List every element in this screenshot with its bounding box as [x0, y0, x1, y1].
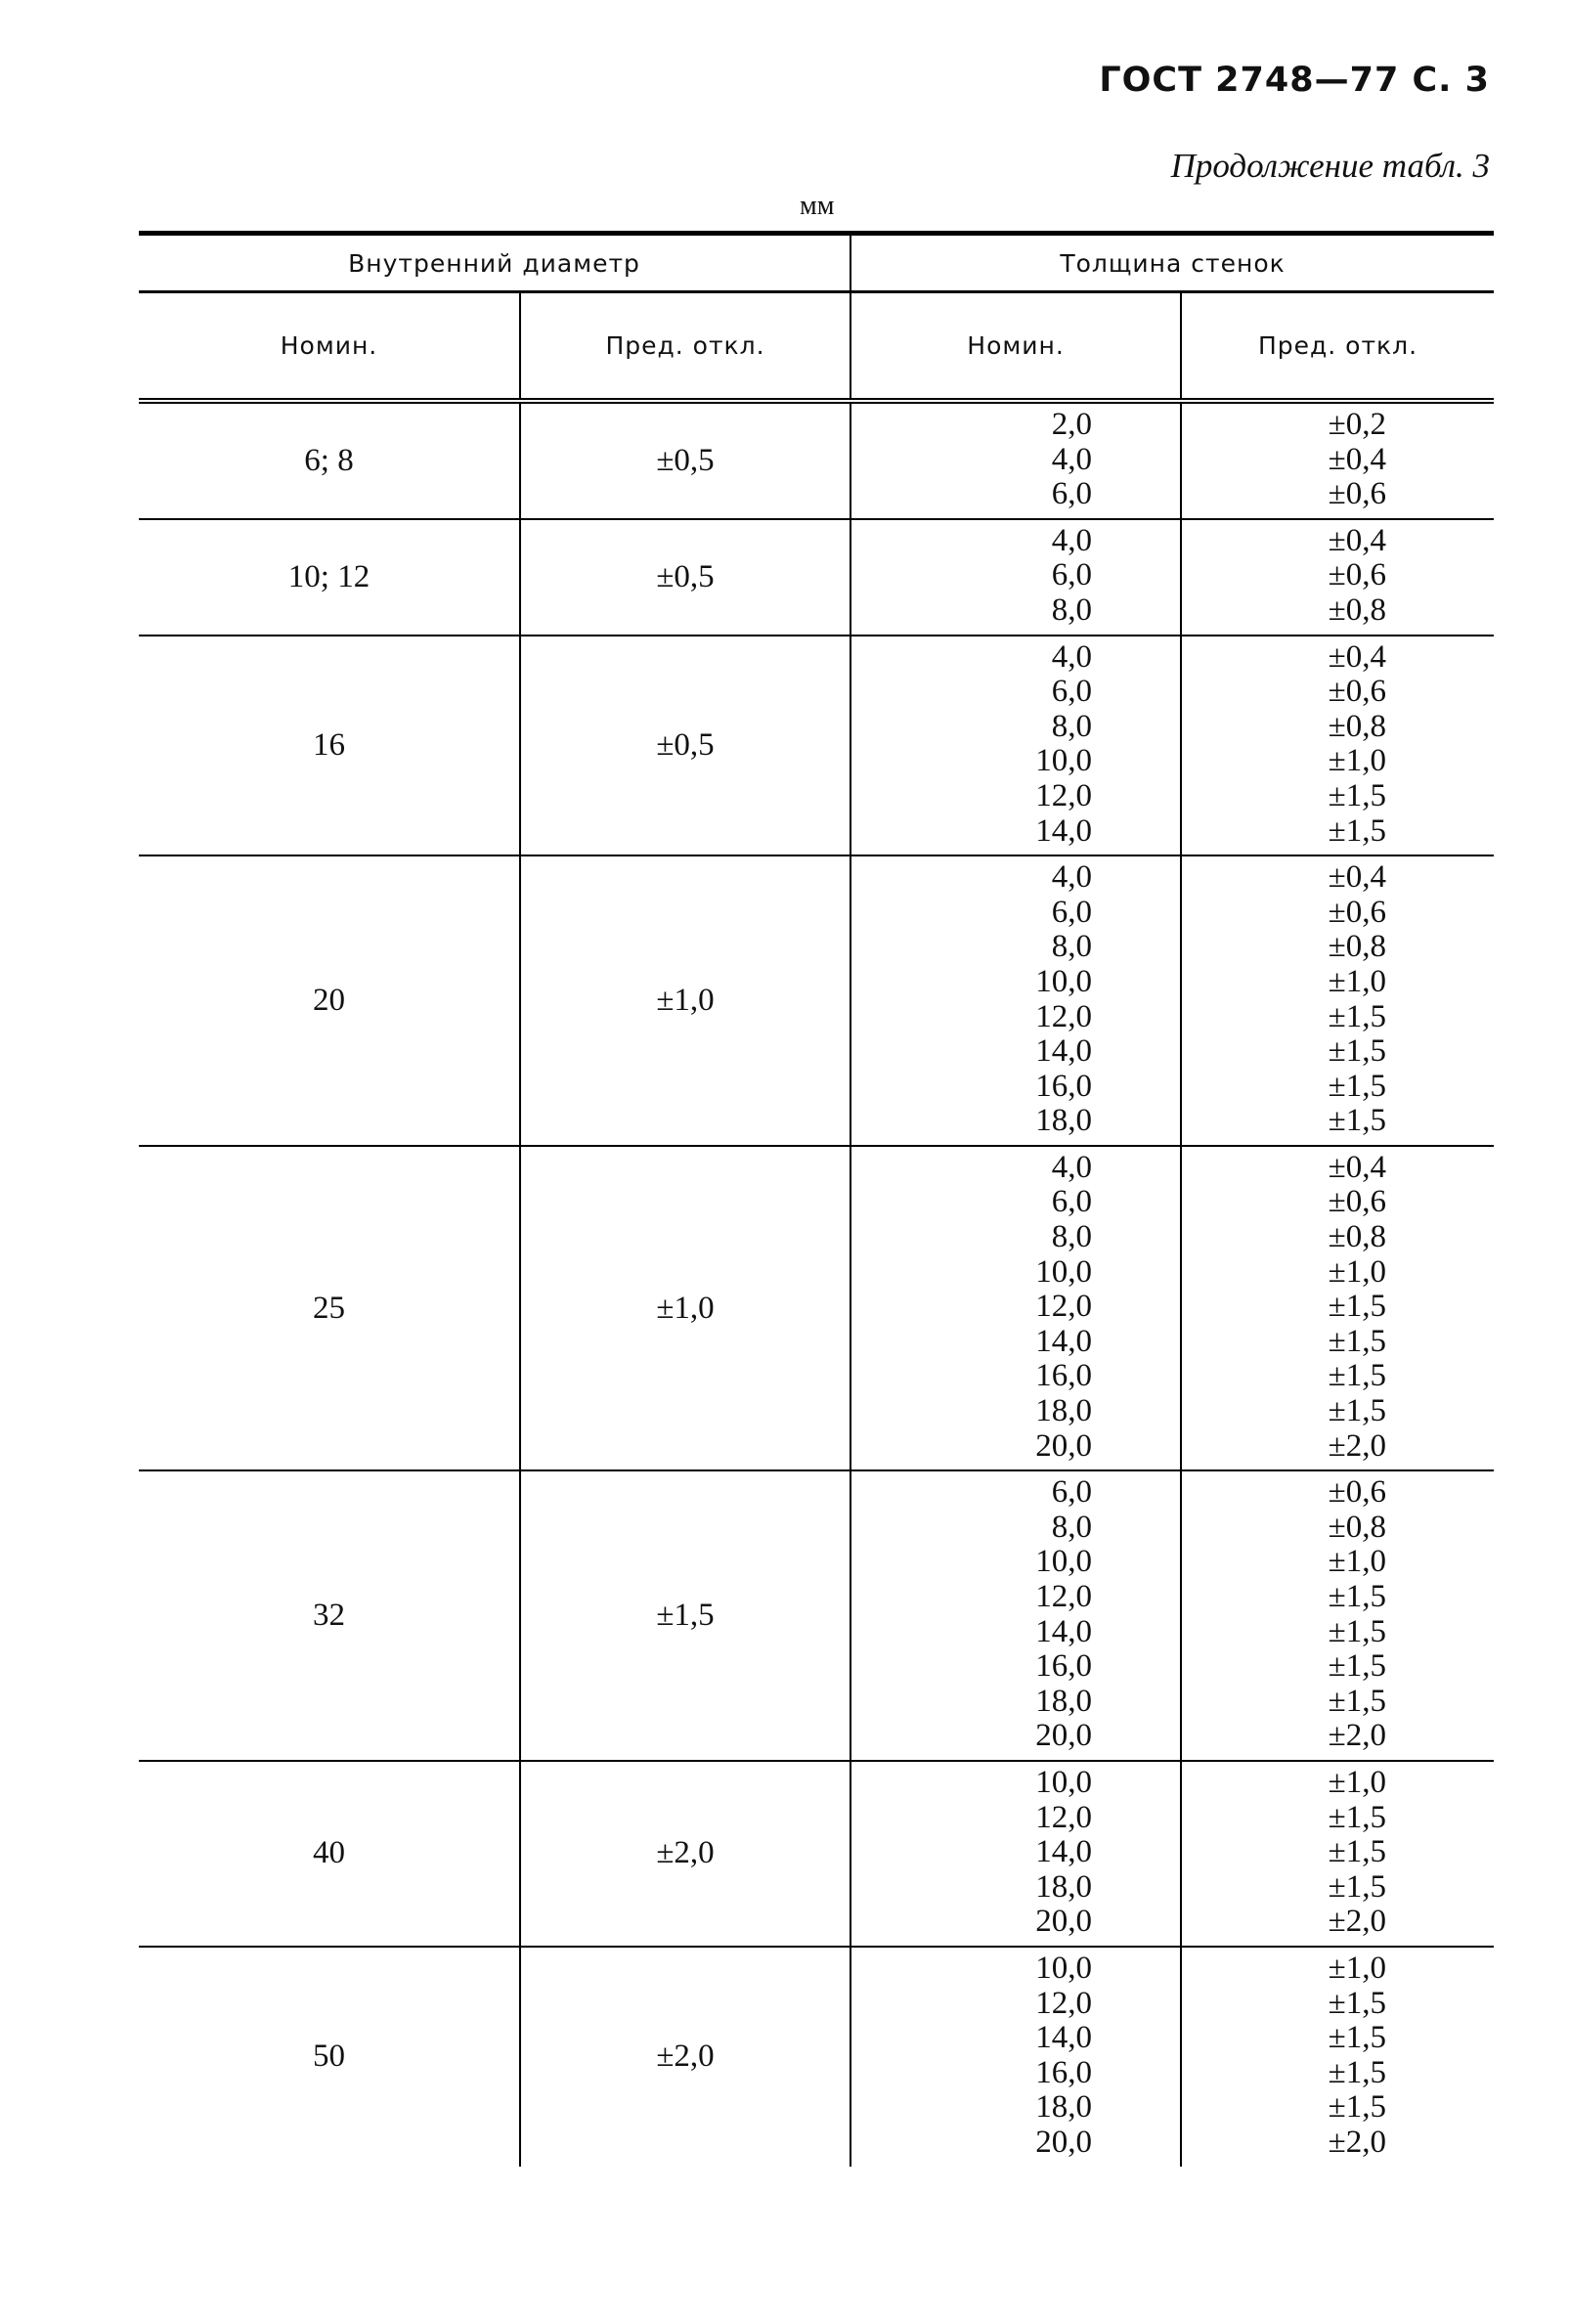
header-inner-nominal: Номин.: [139, 292, 520, 402]
wall-thickness-deviation: ±1,0: [1328, 1253, 1387, 1290]
wall-thickness-nominal: 10,0: [1035, 1544, 1093, 1580]
wall-thickness-deviation: ±0,8: [1328, 708, 1387, 744]
header-wall-nominal: Номин.: [850, 292, 1181, 402]
wall-thickness-nominal: 14,0: [1035, 2020, 1093, 2056]
unit-label: мм: [800, 191, 835, 221]
wall-thickness-nominal: 12,0: [1035, 998, 1093, 1034]
wall-thickness-deviation: ±1,5: [1328, 2089, 1387, 2126]
wall-thickness-deviation: ±1,5: [1328, 812, 1387, 849]
inner-diameter-deviation: ±0,5: [520, 401, 850, 519]
table-row: [139, 636, 1494, 856]
table-row: [139, 1947, 1494, 2167]
wall-thickness-nominal: 6,0: [1051, 674, 1093, 710]
wall-thickness-deviation: ±1,0: [1328, 1764, 1387, 1800]
inner-diameter-nominal: 6; 8: [139, 401, 520, 519]
wall-thickness-deviation: ±1,5: [1328, 1103, 1387, 1139]
inner-diameter-nominal: 10; 12: [139, 519, 520, 636]
wall-thickness-deviation: ±2,0: [1328, 2124, 1387, 2160]
table-row: [139, 1146, 1494, 1470]
wall-thickness-nominal: 8,0: [1051, 929, 1093, 965]
wall-thickness-deviation: ±0,4: [1328, 522, 1387, 558]
wall-thickness-deviation: ±1,5: [1328, 1323, 1387, 1359]
wall-thickness-nominal: 14,0: [1035, 1323, 1093, 1359]
wall-thickness-nominal: 20,0: [1035, 1904, 1093, 1940]
wall-thickness-deviation: ±1,0: [1328, 1544, 1387, 1580]
wall-thickness-nominal: 8,0: [1051, 708, 1093, 744]
wall-thickness-deviation: ±0,6: [1328, 1184, 1387, 1220]
wall-thickness-deviation: ±0,8: [1328, 1219, 1387, 1255]
wall-thickness-nominal: 12,0: [1035, 1579, 1093, 1614]
wall-thickness-deviation: ±1,5: [1328, 998, 1387, 1034]
wall-thickness-nominal: 12,0: [1035, 1289, 1093, 1325]
wall-thickness-nominal: 14,0: [1035, 1033, 1093, 1070]
wall-thickness-nominal: 6,0: [1051, 1474, 1093, 1511]
wall-thickness-deviation: ±2,0: [1328, 1427, 1387, 1464]
wall-thickness-deviation: ±1,0: [1328, 743, 1387, 779]
wall-thickness-nominal: 20,0: [1035, 1718, 1093, 1754]
wall-thickness-nominal-cell: [850, 636, 1181, 856]
wall-thickness-deviation: ±1,5: [1328, 1579, 1387, 1614]
dimensions-table: [139, 231, 1494, 2167]
wall-thickness-deviation: ±1,5: [1328, 1289, 1387, 1325]
table-row: [139, 1470, 1494, 1761]
inner-diameter-deviation: ±2,0: [520, 1761, 850, 1947]
wall-thickness-nominal: 4,0: [1051, 441, 1093, 477]
header-inner-diameter: Внутренний диаметр: [139, 234, 850, 292]
wall-thickness-nominal: 12,0: [1035, 777, 1093, 813]
wall-thickness-nominal-cell: [850, 1761, 1181, 1947]
wall-thickness-nominal: 4,0: [1051, 522, 1093, 558]
inner-diameter-deviation: ±1,0: [520, 855, 850, 1146]
inner-diameter-deviation: ±1,0: [520, 1146, 850, 1470]
wall-thickness-nominal: 14,0: [1035, 1613, 1093, 1649]
inner-diameter-nominal: 32: [139, 1470, 520, 1761]
wall-thickness-nominal: 4,0: [1051, 1149, 1093, 1185]
wall-thickness-nominal: 4,0: [1051, 859, 1093, 896]
header-inner-deviation: Пред. откл.: [520, 292, 850, 402]
inner-diameter-nominal: 25: [139, 1146, 520, 1470]
header-wall-thickness: Толщина стенок: [850, 234, 1494, 292]
wall-thickness-deviation: ±1,5: [1328, 2054, 1387, 2090]
wall-thickness-nominal: 16,0: [1035, 1068, 1093, 1104]
wall-thickness-deviation: ±1,5: [1328, 1393, 1387, 1429]
wall-thickness-deviation-cell: [1181, 855, 1494, 1146]
wall-thickness-deviation-cell: [1181, 401, 1494, 519]
wall-thickness-deviation: ±1,5: [1328, 1613, 1387, 1649]
wall-thickness-nominal: 8,0: [1051, 1509, 1093, 1545]
wall-thickness-nominal: 10,0: [1035, 743, 1093, 779]
wall-thickness-deviation: ±0,6: [1328, 894, 1387, 930]
wall-thickness-nominal-cell: [850, 1947, 1181, 2167]
wall-thickness-deviation: ±1,5: [1328, 1683, 1387, 1719]
wall-thickness-deviation: ±1,5: [1328, 1799, 1387, 1835]
table-row: [139, 519, 1494, 636]
wall-thickness-nominal: 6,0: [1051, 1184, 1093, 1220]
wall-thickness-nominal: 12,0: [1035, 1799, 1093, 1835]
inner-diameter-nominal: 50: [139, 1947, 520, 2167]
inner-diameter-nominal: 16: [139, 636, 520, 856]
table-continuation-label: Продолжение табл. 3: [1170, 147, 1490, 185]
wall-thickness-deviation: ±1,0: [1328, 963, 1387, 999]
wall-thickness-nominal-cell: [850, 855, 1181, 1146]
wall-thickness-deviation: ±0,6: [1328, 476, 1387, 512]
wall-thickness-deviation: ±1,5: [1328, 1648, 1387, 1685]
wall-thickness-nominal: 6,0: [1051, 557, 1093, 593]
wall-thickness-nominal: 16,0: [1035, 2054, 1093, 2090]
wall-thickness-deviation: ±1,5: [1328, 1868, 1387, 1905]
inner-diameter-nominal: 40: [139, 1761, 520, 1947]
inner-diameter-deviation: ±0,5: [520, 636, 850, 856]
wall-thickness-deviation: ±0,8: [1328, 592, 1387, 628]
table-row: [139, 1761, 1494, 1947]
wall-thickness-deviation: ±0,4: [1328, 441, 1387, 477]
wall-thickness-nominal-cell: [850, 401, 1181, 519]
wall-thickness-deviation: ±1,5: [1328, 1033, 1387, 1070]
wall-thickness-deviation: ±1,5: [1328, 1985, 1387, 2021]
wall-thickness-nominal-cell: [850, 1146, 1181, 1470]
wall-thickness-deviation: ±0,6: [1328, 674, 1387, 710]
wall-thickness-nominal: 18,0: [1035, 1393, 1093, 1429]
wall-thickness-nominal: 18,0: [1035, 1868, 1093, 1905]
table-row: [139, 855, 1494, 1146]
wall-thickness-deviation: ±1,5: [1328, 1358, 1387, 1394]
inner-diameter-deviation: ±1,5: [520, 1470, 850, 1761]
wall-thickness-nominal: 8,0: [1051, 592, 1093, 628]
wall-thickness-nominal: 4,0: [1051, 638, 1093, 675]
wall-thickness-deviation: ±2,0: [1328, 1718, 1387, 1754]
wall-thickness-deviation-cell: [1181, 1146, 1494, 1470]
wall-thickness-deviation: ±0,6: [1328, 557, 1387, 593]
wall-thickness-deviation: ±1,5: [1328, 1834, 1387, 1870]
wall-thickness-nominal: 16,0: [1035, 1648, 1093, 1685]
wall-thickness-deviation-cell: [1181, 1470, 1494, 1761]
wall-thickness-nominal: 10,0: [1035, 963, 1093, 999]
inner-diameter-deviation: ±2,0: [520, 1947, 850, 2167]
wall-thickness-nominal-cell: [850, 519, 1181, 636]
wall-thickness-nominal: 18,0: [1035, 1683, 1093, 1719]
page-header: ГОСТ 2748—77 С. 3: [1099, 61, 1490, 100]
wall-thickness-nominal: 12,0: [1035, 1985, 1093, 2021]
wall-thickness-deviation: ±0,8: [1328, 1509, 1387, 1545]
wall-thickness-deviation: ±1,5: [1328, 777, 1387, 813]
inner-diameter-deviation: ±0,5: [520, 519, 850, 636]
wall-thickness-nominal: 8,0: [1051, 1219, 1093, 1255]
wall-thickness-nominal: 10,0: [1035, 1253, 1093, 1290]
wall-thickness-deviation: ±1,5: [1328, 1068, 1387, 1104]
header-wall-deviation: Пред. откл.: [1181, 292, 1494, 402]
wall-thickness-nominal: 10,0: [1035, 1950, 1093, 1986]
wall-thickness-deviation: ±0,6: [1328, 1474, 1387, 1511]
wall-thickness-deviation: ±0,8: [1328, 929, 1387, 965]
wall-thickness-nominal: 18,0: [1035, 2089, 1093, 2126]
wall-thickness-deviation: ±0,4: [1328, 859, 1387, 896]
wall-thickness-nominal: 16,0: [1035, 1358, 1093, 1394]
wall-thickness-nominal: 20,0: [1035, 2124, 1093, 2160]
wall-thickness-deviation: ±1,0: [1328, 1950, 1387, 1986]
wall-thickness-deviation-cell: [1181, 636, 1494, 856]
wall-thickness-deviation-cell: [1181, 1947, 1494, 2167]
wall-thickness-nominal: 2,0: [1051, 407, 1093, 442]
wall-thickness-nominal: 6,0: [1051, 476, 1093, 512]
table-row: [139, 401, 1494, 519]
wall-thickness-nominal: 6,0: [1051, 894, 1093, 930]
wall-thickness-deviation: ±0,4: [1328, 638, 1387, 675]
wall-thickness-nominal: 14,0: [1035, 1834, 1093, 1870]
wall-thickness-deviation: ±0,4: [1328, 1149, 1387, 1185]
wall-thickness-deviation: ±2,0: [1328, 1904, 1387, 1940]
wall-thickness-nominal: 20,0: [1035, 1427, 1093, 1464]
wall-thickness-deviation: ±0,2: [1328, 407, 1387, 442]
wall-thickness-deviation-cell: [1181, 519, 1494, 636]
wall-thickness-nominal: 14,0: [1035, 812, 1093, 849]
wall-thickness-nominal: 10,0: [1035, 1764, 1093, 1800]
inner-diameter-nominal: 20: [139, 855, 520, 1146]
table-body: [139, 401, 1494, 2167]
wall-thickness-deviation: ±1,5: [1328, 2020, 1387, 2056]
wall-thickness-deviation-cell: [1181, 1761, 1494, 1947]
wall-thickness-nominal-cell: [850, 1470, 1181, 1761]
wall-thickness-nominal: 18,0: [1035, 1103, 1093, 1139]
